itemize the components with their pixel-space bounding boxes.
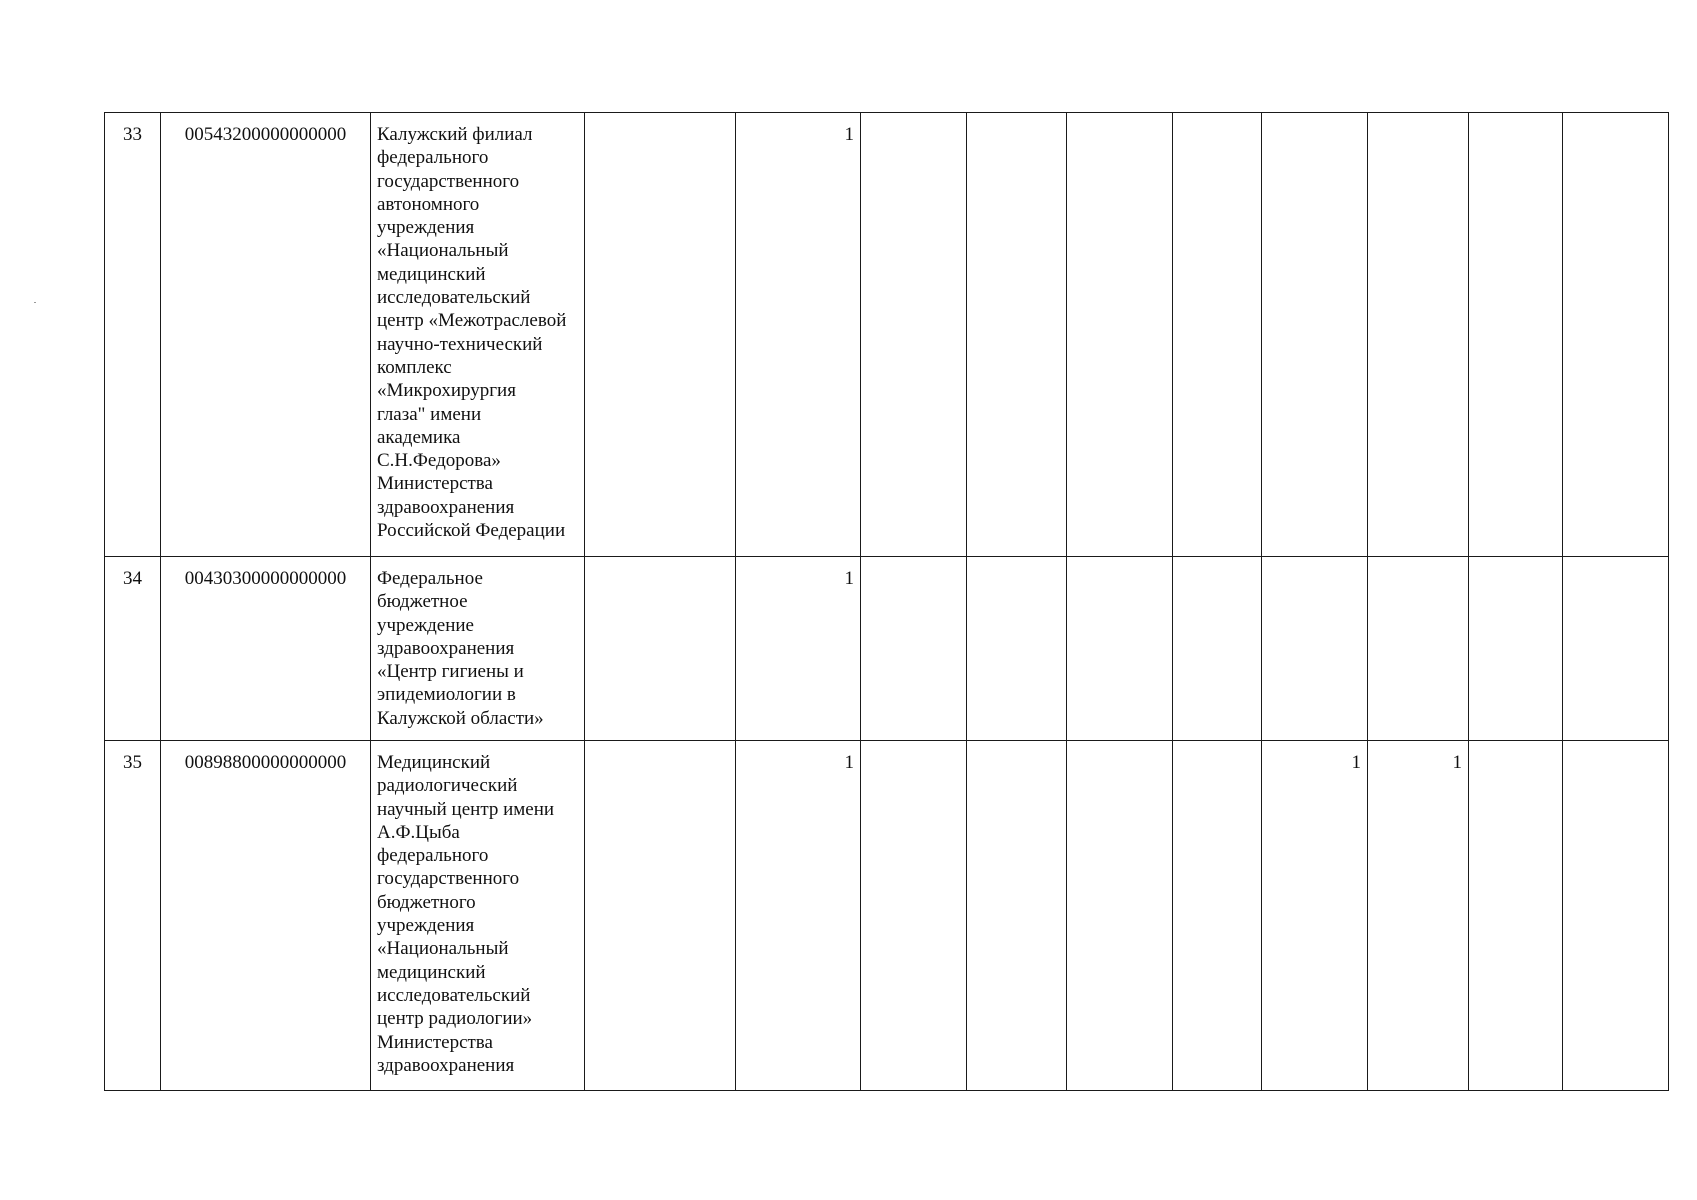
row-name-text: Федеральное бюджетное учреждение здравоохранения «Центр гигиены и эпидемиологии в Калужской области»: [377, 568, 544, 729]
value-cell: [1563, 113, 1669, 557]
row-name: [371, 113, 585, 557]
value-cell: [861, 557, 967, 741]
value-cell: [967, 741, 1067, 1091]
value-cell: [1173, 741, 1262, 1091]
scan-speck: [34, 302, 36, 303]
value-cell: 1: [736, 557, 861, 741]
value-cell: [1173, 557, 1262, 741]
row-number: 33: [105, 113, 161, 557]
value-cell: [585, 113, 736, 557]
table-row: [105, 741, 1669, 1091]
value-cell: [1262, 113, 1368, 557]
row-code: 00543200000000000: [161, 113, 371, 557]
value-cell: [1067, 113, 1173, 557]
table-row: [105, 113, 1669, 557]
row-name-text: Медицинский радиологический научный центр имени А.Ф.Цыба федерального государственного бюджетного учреждения «Национальный медицинский исследовательский центр радиологии» Министерства здравоохранения: [377, 752, 555, 1076]
value-cell: [1563, 557, 1669, 741]
value-cell: [1368, 113, 1469, 557]
value-cell: [1067, 741, 1173, 1091]
row-number: 34: [105, 557, 161, 741]
row-name-text: Калужский филиал федерального государственного автономного учреждения «Национальный медицинский исследовательский центр «Межотраслевой научно-технический комплекс «Микрохирургия глаза" имени академика С.Н.Федорова» Министерства здравоохранения Российской Федерации: [377, 124, 567, 542]
row-code: 00430300000000000: [161, 557, 371, 741]
data-table: [104, 112, 1669, 1091]
value-cell: [585, 741, 736, 1091]
value-cell: 1: [736, 741, 861, 1091]
value-cell: 1: [736, 113, 861, 557]
row-number: 35: [105, 741, 161, 1091]
table-row: [105, 557, 1669, 741]
row-code: 00898800000000000: [161, 741, 371, 1091]
value-cell: [1469, 113, 1563, 557]
value-cell: [967, 557, 1067, 741]
value-cell: [1368, 557, 1469, 741]
value-cell: [861, 741, 967, 1091]
row-name: [371, 557, 585, 741]
row-name: [371, 741, 585, 1091]
value-cell: [1173, 113, 1262, 557]
value-cell: [1469, 741, 1563, 1091]
value-cell: 1: [1262, 741, 1368, 1091]
value-cell: [585, 557, 736, 741]
value-cell: [1563, 741, 1669, 1091]
value-cell: [967, 113, 1067, 557]
value-cell: 1: [1368, 741, 1469, 1091]
value-cell: [1067, 557, 1173, 741]
value-cell: [1469, 557, 1563, 741]
value-cell: [861, 113, 967, 557]
value-cell: [1262, 557, 1368, 741]
